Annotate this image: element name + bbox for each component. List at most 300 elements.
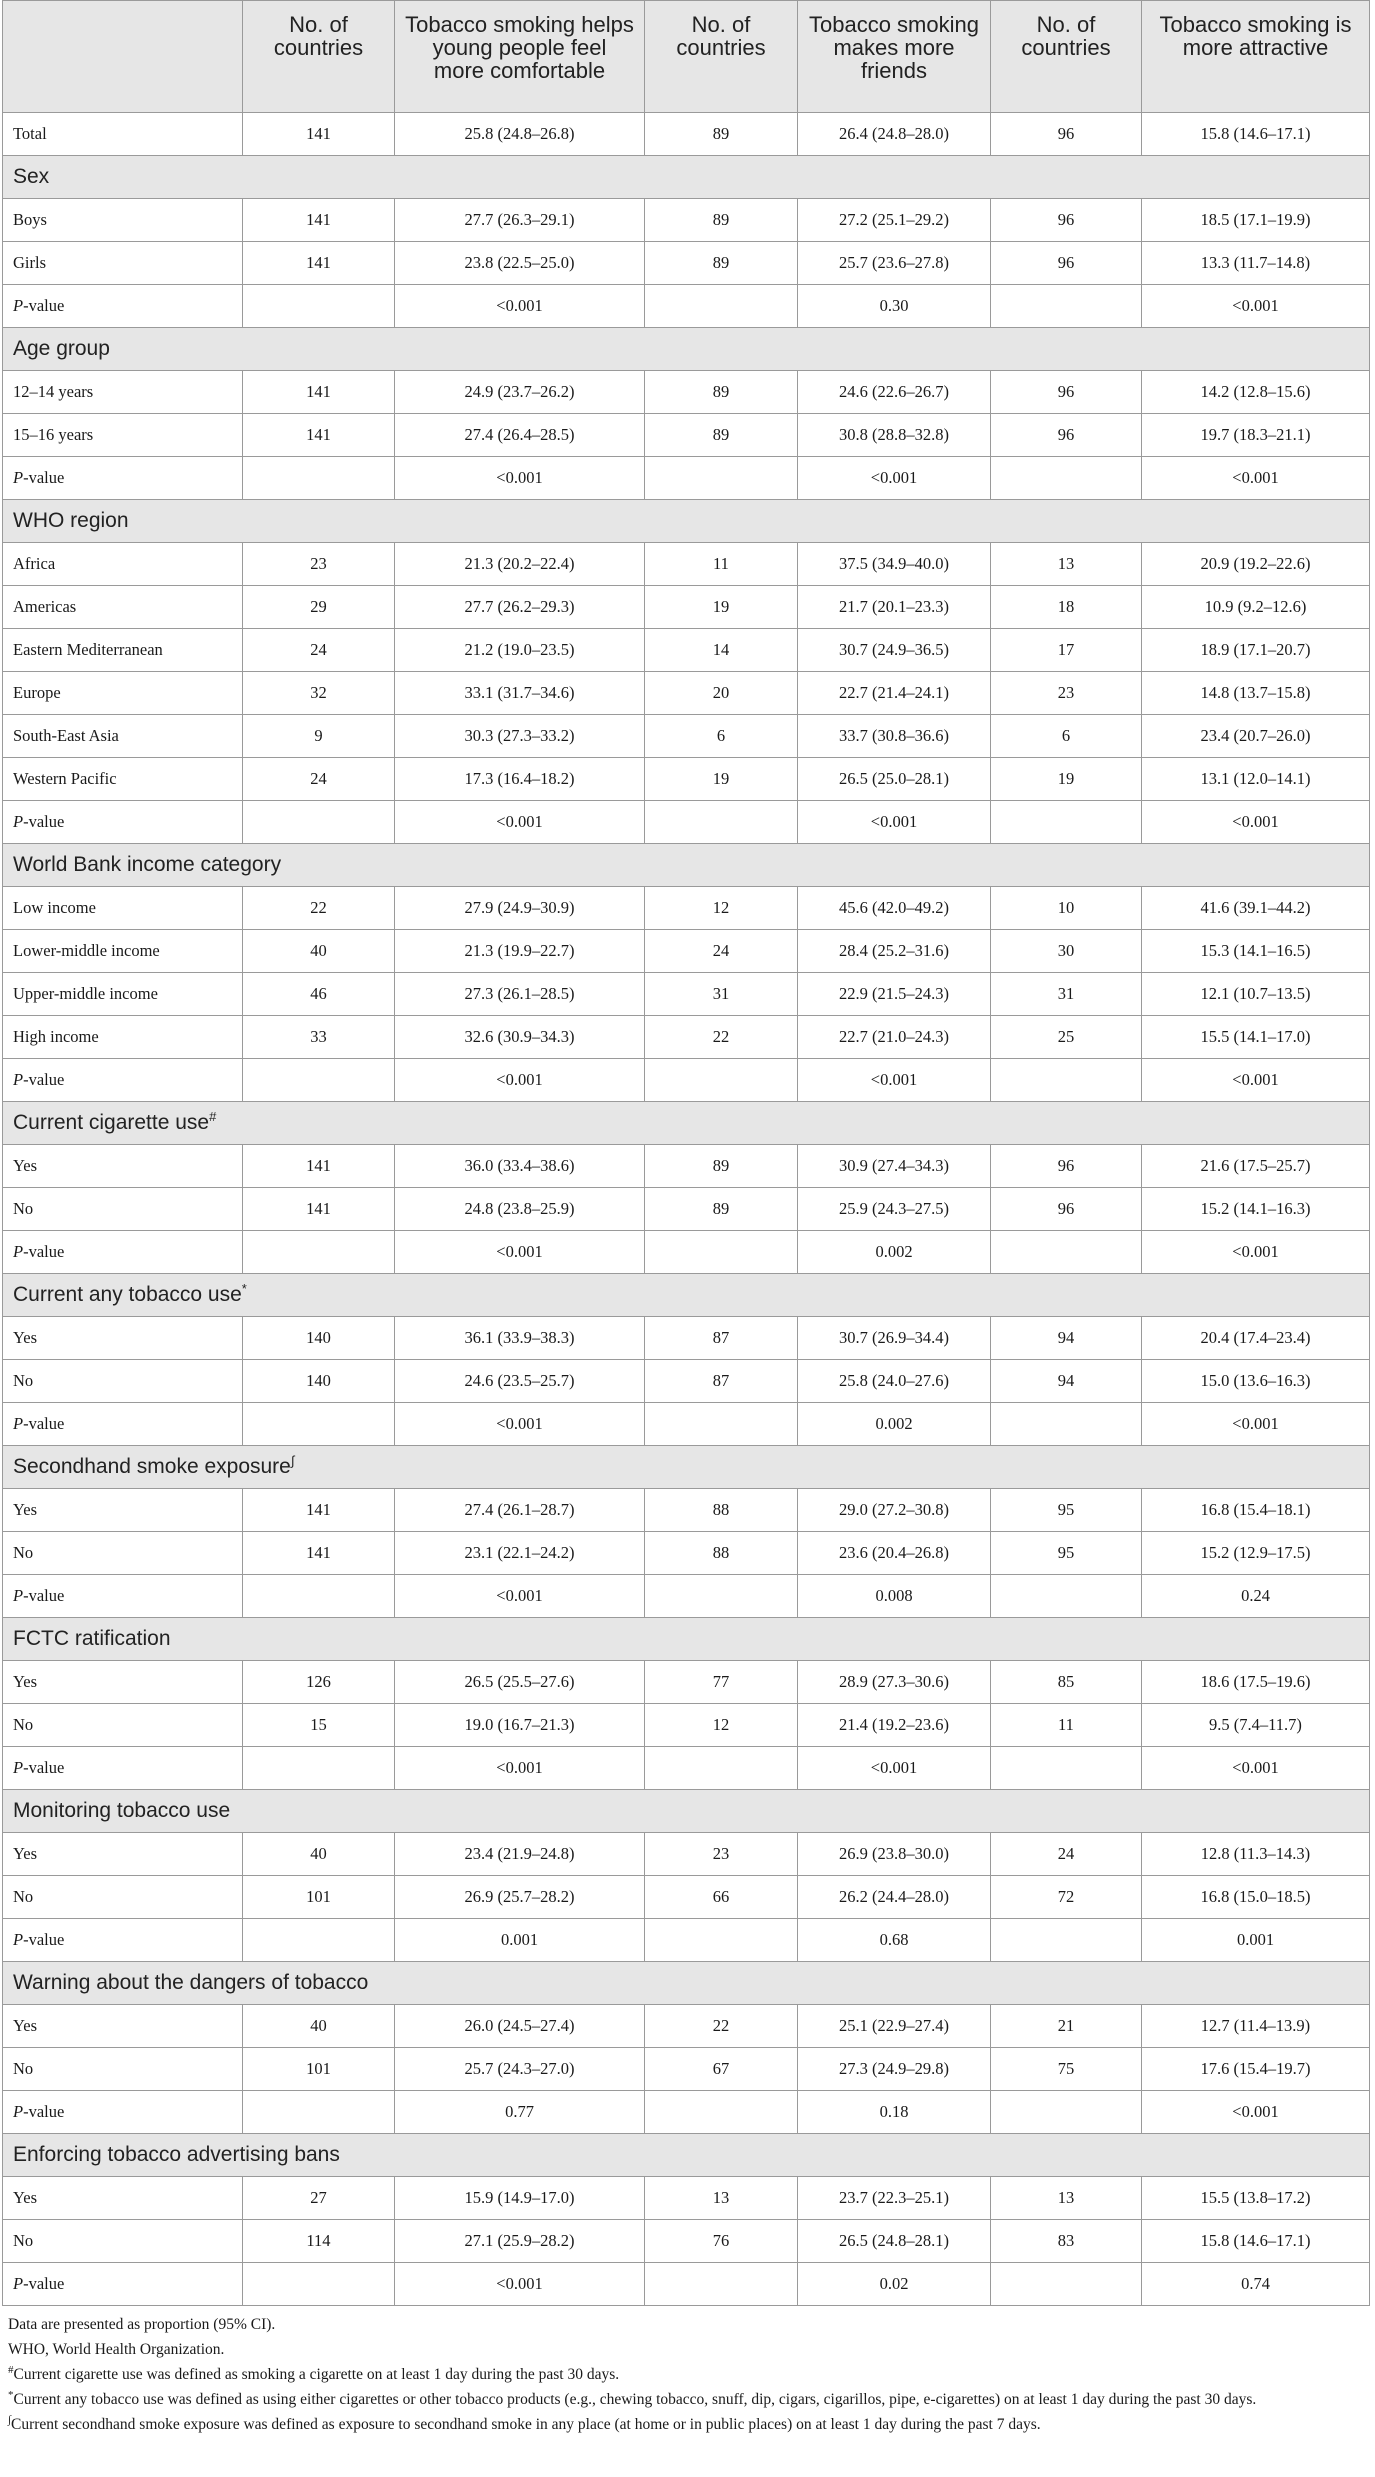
pvalue-cell: <0.001 — [395, 2263, 645, 2306]
pvalue-row — [3, 1575, 1370, 1618]
table-row — [3, 715, 1370, 758]
cell: 19.7 (18.3–21.1) — [1142, 414, 1370, 457]
row-label: No — [3, 2048, 243, 2091]
pvalue-label-rest: -value — [23, 812, 65, 831]
empty-cell — [991, 2263, 1142, 2306]
pvalue-row — [3, 1231, 1370, 1274]
cell: 37.5 (34.9–40.0) — [798, 543, 991, 586]
row-label: No — [3, 1360, 243, 1403]
footnote-text: Current any tobacco use was defined as using either cigarettes or other tobacco products (e.g., chewing tobacco, snuff, dip, cigars, cigarillos, pipe, e-cigarettes) on at least 1 day during the past 30 days. — [13, 2391, 1257, 2408]
header-blank — [3, 1, 243, 113]
table-row — [3, 2048, 1370, 2091]
table-row — [3, 1188, 1370, 1231]
pvalue-cell: 0.002 — [798, 1231, 991, 1274]
pvalue-label — [3, 2091, 243, 2134]
footnote-symbol: ∫ — [8, 2413, 12, 2426]
table-row — [3, 1833, 1370, 1876]
pvalue-cell: <0.001 — [1142, 1059, 1370, 1102]
pvalue-label-rest: -value — [23, 2274, 65, 2293]
header-countries-2: No. of countries — [645, 1, 798, 113]
empty-cell — [645, 1747, 798, 1790]
pvalue-cell: 0.008 — [798, 1575, 991, 1618]
pvalue-cell: 0.001 — [395, 1919, 645, 1962]
pvalue-label-p: P — [13, 468, 24, 487]
pvalue-label — [3, 801, 243, 844]
cell: 77 — [645, 1661, 798, 1704]
row-label: No — [3, 1188, 243, 1231]
row-label: Total — [3, 113, 243, 156]
group-title — [3, 156, 1370, 199]
table-row — [3, 371, 1370, 414]
pvalue-label-p: P — [13, 1758, 24, 1777]
group-header-row — [3, 500, 1370, 543]
group-header-row — [3, 156, 1370, 199]
cell: 33.1 (31.7–34.6) — [395, 672, 645, 715]
cell: 22 — [645, 2005, 798, 2048]
pvalue-cell: <0.001 — [1142, 1747, 1370, 1790]
empty-cell — [645, 285, 798, 328]
pvalue-cell: <0.001 — [1142, 285, 1370, 328]
cell: 32.6 (30.9–34.3) — [395, 1016, 645, 1059]
cell: 10 — [991, 887, 1142, 930]
table-footnotes — [8, 2314, 1375, 2435]
cell: 15.0 (13.6–16.3) — [1142, 1360, 1370, 1403]
cell: 13.1 (12.0–14.1) — [1142, 758, 1370, 801]
cell: 22 — [243, 887, 395, 930]
empty-cell — [991, 1059, 1142, 1102]
cell: 89 — [645, 1145, 798, 1188]
group-title — [3, 1102, 1370, 1145]
row-label: 12–14 years — [3, 371, 243, 414]
pvalue-cell: <0.001 — [1142, 1403, 1370, 1446]
cell: 126 — [243, 1661, 395, 1704]
empty-cell — [991, 2091, 1142, 2134]
table-row — [3, 758, 1370, 801]
cell: 23.1 (22.1–24.2) — [395, 1532, 645, 1575]
cell: 141 — [243, 1145, 395, 1188]
pvalue-cell: <0.001 — [1142, 457, 1370, 500]
footnote — [8, 2314, 1375, 2335]
pvalue-label-p: P — [13, 1586, 24, 1605]
cell: 24 — [991, 1833, 1142, 1876]
cell: 24.6 (22.6–26.7) — [798, 371, 991, 414]
footnote — [8, 2339, 1375, 2360]
table-row — [3, 629, 1370, 672]
empty-cell — [645, 1231, 798, 1274]
group-title — [3, 844, 1370, 887]
cell: 88 — [645, 1532, 798, 1575]
cell: 27.4 (26.4–28.5) — [395, 414, 645, 457]
table-row — [3, 1360, 1370, 1403]
cell: 27.4 (26.1–28.7) — [395, 1489, 645, 1532]
row-label: Girls — [3, 242, 243, 285]
row-label: Upper-middle income — [3, 973, 243, 1016]
pvalue-cell: 0.18 — [798, 2091, 991, 2134]
group-title — [3, 1274, 1370, 1317]
cell: 33.7 (30.8–36.6) — [798, 715, 991, 758]
group-title-text: FCTC ratification — [13, 1627, 171, 1650]
cell: 6 — [991, 715, 1142, 758]
empty-cell — [645, 1919, 798, 1962]
cell: 11 — [645, 543, 798, 586]
cell: 15.3 (14.1–16.5) — [1142, 930, 1370, 973]
cell: 18.5 (17.1–19.9) — [1142, 199, 1370, 242]
cell: 13 — [645, 2177, 798, 2220]
table-row — [3, 1317, 1370, 1360]
cell: 30.9 (27.4–34.3) — [798, 1145, 991, 1188]
pvalue-label — [3, 457, 243, 500]
row-label: Eastern Mediterranean — [3, 629, 243, 672]
pvalue-cell: <0.001 — [798, 1747, 991, 1790]
footnote-symbol: * — [8, 2388, 14, 2401]
pvalue-label-rest: -value — [23, 296, 65, 315]
cell: 26.9 (25.7–28.2) — [395, 1876, 645, 1919]
cell: 26.0 (24.5–27.4) — [395, 2005, 645, 2048]
row-label: Yes — [3, 1833, 243, 1876]
pvalue-cell: 0.002 — [798, 1403, 991, 1446]
cell: 12.8 (11.3–14.3) — [1142, 1833, 1370, 1876]
cell: 94 — [991, 1360, 1142, 1403]
cell: 20.9 (19.2–22.6) — [1142, 543, 1370, 586]
empty-cell — [243, 1059, 395, 1102]
pvalue-row — [3, 457, 1370, 500]
cell: 26.4 (24.8–28.0) — [798, 113, 991, 156]
cell: 29.0 (27.2–30.8) — [798, 1489, 991, 1532]
cell: 141 — [243, 414, 395, 457]
pvalue-cell: <0.001 — [395, 1059, 645, 1102]
cell: 27.7 (26.2–29.3) — [395, 586, 645, 629]
cell: 27.9 (24.9–30.9) — [395, 887, 645, 930]
cell: 11 — [991, 1704, 1142, 1747]
row-label: Yes — [3, 1661, 243, 1704]
empty-cell — [243, 285, 395, 328]
cell: 23.7 (22.3–25.1) — [798, 2177, 991, 2220]
cell: 31 — [991, 973, 1142, 1016]
cell: 88 — [645, 1489, 798, 1532]
group-title-text: WHO region — [13, 509, 129, 532]
row-label: Western Pacific — [3, 758, 243, 801]
table-row — [3, 543, 1370, 586]
cell: 24 — [243, 629, 395, 672]
pvalue-row — [3, 2091, 1370, 2134]
table-row — [3, 199, 1370, 242]
cell: 22.7 (21.4–24.1) — [798, 672, 991, 715]
cell: 10.9 (9.2–12.6) — [1142, 586, 1370, 629]
cell: 27.2 (25.1–29.2) — [798, 199, 991, 242]
cell: 18 — [991, 586, 1142, 629]
row-label: High income — [3, 1016, 243, 1059]
empty-cell — [243, 1919, 395, 1962]
cell: 15.2 (12.9–17.5) — [1142, 1532, 1370, 1575]
cell: 19 — [645, 586, 798, 629]
cell: 67 — [645, 2048, 798, 2091]
empty-cell — [991, 1231, 1142, 1274]
cell: 12 — [645, 887, 798, 930]
empty-cell — [243, 1231, 395, 1274]
group-title-text: Current cigarette use — [13, 1111, 210, 1134]
pvalue-row — [3, 2263, 1370, 2306]
cell: 96 — [991, 1145, 1142, 1188]
cell: 46 — [243, 973, 395, 1016]
cell: 36.1 (33.9–38.3) — [395, 1317, 645, 1360]
empty-cell — [645, 1403, 798, 1446]
group-header-row — [3, 844, 1370, 887]
cell: 141 — [243, 113, 395, 156]
pvalue-label-rest: -value — [23, 1758, 65, 1777]
table-row — [3, 414, 1370, 457]
empty-cell — [991, 1747, 1142, 1790]
empty-cell — [243, 2263, 395, 2306]
pvalue-label-p: P — [13, 2274, 24, 2293]
group-title-text: Warning about the dangers of tobacco — [13, 1971, 369, 1994]
pvalue-label — [3, 1231, 243, 1274]
pvalue-cell: 0.68 — [798, 1919, 991, 1962]
cell: 87 — [645, 1360, 798, 1403]
cell: 19.0 (16.7–21.3) — [395, 1704, 645, 1747]
cell: 25 — [991, 1016, 1142, 1059]
cell: 96 — [991, 242, 1142, 285]
empty-cell — [645, 2263, 798, 2306]
row-label: Boys — [3, 199, 243, 242]
group-title-text: World Bank income category — [13, 853, 282, 876]
row-label: No — [3, 1876, 243, 1919]
pvalue-cell: 0.30 — [798, 285, 991, 328]
cell: 83 — [991, 2220, 1142, 2263]
pvalue-label-rest: -value — [23, 1242, 65, 1261]
group-header-row — [3, 328, 1370, 371]
group-header-row — [3, 2134, 1370, 2177]
cell: 22.7 (21.0–24.3) — [798, 1016, 991, 1059]
cell: 32 — [243, 672, 395, 715]
cell: 76 — [645, 2220, 798, 2263]
cell: 25.8 (24.8–26.8) — [395, 113, 645, 156]
cell: 30.3 (27.3–33.2) — [395, 715, 645, 758]
cell: 29 — [243, 586, 395, 629]
table-body — [3, 113, 1370, 2306]
table-row — [3, 2220, 1370, 2263]
group-header-row — [3, 1962, 1370, 2005]
group-title — [3, 1446, 1370, 1489]
pvalue-label — [3, 1403, 243, 1446]
cell: 96 — [991, 414, 1142, 457]
cell: 20 — [645, 672, 798, 715]
table-row — [3, 2005, 1370, 2048]
empty-cell — [645, 1059, 798, 1102]
empty-cell — [645, 457, 798, 500]
cell: 30.7 (26.9–34.4) — [798, 1317, 991, 1360]
cell: 23 — [243, 543, 395, 586]
pvalue-label — [3, 1575, 243, 1618]
pvalue-label-rest: -value — [23, 468, 65, 487]
pvalue-row — [3, 285, 1370, 328]
cell: 89 — [645, 1188, 798, 1231]
pvalue-label — [3, 1059, 243, 1102]
table-row — [3, 672, 1370, 715]
empty-cell — [243, 801, 395, 844]
table-row — [3, 2177, 1370, 2220]
header-friends: Tobacco smoking makes more friends — [798, 1, 991, 113]
empty-cell — [991, 801, 1142, 844]
cell: 75 — [991, 2048, 1142, 2091]
cell: 85 — [991, 1661, 1142, 1704]
pvalue-cell: <0.001 — [395, 1575, 645, 1618]
cell: 96 — [991, 199, 1142, 242]
empty-cell — [243, 2091, 395, 2134]
group-title-text: Monitoring tobacco use — [13, 1799, 231, 1822]
cell: 28.9 (27.3–30.6) — [798, 1661, 991, 1704]
cell: 30.7 (24.9–36.5) — [798, 629, 991, 672]
footnote-text: WHO, World Health Organization. — [8, 2341, 225, 2358]
cell: 40 — [243, 930, 395, 973]
cell: 27.7 (26.3–29.1) — [395, 199, 645, 242]
cell: 45.6 (42.0–49.2) — [798, 887, 991, 930]
empty-cell — [645, 801, 798, 844]
pvalue-label — [3, 2263, 243, 2306]
cell: 140 — [243, 1360, 395, 1403]
footnote — [8, 2414, 1375, 2435]
empty-cell — [243, 1403, 395, 1446]
cell: 41.6 (39.1–44.2) — [1142, 887, 1370, 930]
cell: 30 — [991, 930, 1142, 973]
pvalue-cell: <0.001 — [395, 1747, 645, 1790]
cell: 114 — [243, 2220, 395, 2263]
pvalue-cell: <0.001 — [395, 1231, 645, 1274]
cell: 12 — [645, 1704, 798, 1747]
pvalue-cell: <0.001 — [395, 1403, 645, 1446]
cell: 14.2 (12.8–15.6) — [1142, 371, 1370, 414]
pvalue-cell: <0.001 — [395, 457, 645, 500]
cell: 15.5 (14.1–17.0) — [1142, 1016, 1370, 1059]
group-title-text: Secondhand smoke exposure — [13, 1455, 291, 1478]
cell: 23 — [991, 672, 1142, 715]
table-row — [3, 586, 1370, 629]
cell: 21.6 (17.5–25.7) — [1142, 1145, 1370, 1188]
cell: 89 — [645, 414, 798, 457]
pvalue-label-p: P — [13, 812, 24, 831]
cell: 141 — [243, 1532, 395, 1575]
footnote-symbol: # — [8, 2363, 14, 2376]
pvalue-cell: 0.001 — [1142, 1919, 1370, 1962]
pvalue-label-p: P — [13, 1242, 24, 1261]
footnote-text: Current secondhand smoke exposure was defined as exposure to secondhand smoke in any place (at home or in public places) on at least 1 day during the past 7 days. — [11, 2416, 1041, 2433]
cell: 21.7 (20.1–23.3) — [798, 586, 991, 629]
cell: 89 — [645, 242, 798, 285]
pvalue-cell: 0.74 — [1142, 2263, 1370, 2306]
pvalue-row — [3, 801, 1370, 844]
row-label: Lower-middle income — [3, 930, 243, 973]
cell: 27.3 (26.1–28.5) — [395, 973, 645, 1016]
cell: 141 — [243, 1188, 395, 1231]
pvalue-label-p: P — [13, 296, 24, 315]
cell: 141 — [243, 199, 395, 242]
group-title — [3, 1962, 1370, 2005]
cell: 21.3 (20.2–22.4) — [395, 543, 645, 586]
table-row — [3, 930, 1370, 973]
cell: 26.5 (24.8–28.1) — [798, 2220, 991, 2263]
header-countries-1: No. of countries — [243, 1, 395, 113]
cell: 16.8 (15.0–18.5) — [1142, 1876, 1370, 1919]
table-row — [3, 1704, 1370, 1747]
cell: 23 — [645, 1833, 798, 1876]
footnote-marker: ∫ — [290, 1453, 295, 1468]
row-label: Yes — [3, 1145, 243, 1188]
cell: 21.4 (19.2–23.6) — [798, 1704, 991, 1747]
header-comfortable: Tobacco smoking helps young people feel more comfortable — [395, 1, 645, 113]
cell: 13.3 (11.7–14.8) — [1142, 242, 1370, 285]
empty-cell — [991, 457, 1142, 500]
pvalue-label-p: P — [13, 1414, 24, 1433]
cell: 22 — [645, 1016, 798, 1059]
pvalue-row — [3, 1747, 1370, 1790]
cell: 66 — [645, 1876, 798, 1919]
pvalue-cell: 0.77 — [395, 2091, 645, 2134]
cell: 95 — [991, 1489, 1142, 1532]
table-row — [3, 973, 1370, 1016]
header-row — [3, 1, 1370, 113]
group-title — [3, 2134, 1370, 2177]
row-label: 15–16 years — [3, 414, 243, 457]
footnote — [8, 2389, 1375, 2410]
cell: 36.0 (33.4–38.6) — [395, 1145, 645, 1188]
empty-cell — [991, 1919, 1142, 1962]
cell: 140 — [243, 1317, 395, 1360]
cell: 40 — [243, 1833, 395, 1876]
empty-cell — [991, 1575, 1142, 1618]
group-header-row — [3, 1618, 1370, 1661]
table-row — [3, 1876, 1370, 1919]
results-table — [2, 0, 1370, 2306]
group-header-row — [3, 1274, 1370, 1317]
cell: 12.1 (10.7–13.5) — [1142, 973, 1370, 1016]
cell: 23.6 (20.4–26.8) — [798, 1532, 991, 1575]
header-countries-3: No. of countries — [991, 1, 1142, 113]
cell: 14 — [645, 629, 798, 672]
empty-cell — [243, 1747, 395, 1790]
cell: 24 — [645, 930, 798, 973]
cell: 16.8 (15.4–18.1) — [1142, 1489, 1370, 1532]
row-label: No — [3, 2220, 243, 2263]
cell: 89 — [645, 371, 798, 414]
empty-cell — [243, 457, 395, 500]
pvalue-label-p: P — [13, 1930, 24, 1949]
pvalue-label-p: P — [13, 1070, 24, 1089]
cell: 89 — [645, 113, 798, 156]
row-label: Americas — [3, 586, 243, 629]
cell: 26.2 (24.4–28.0) — [798, 1876, 991, 1919]
table-row — [3, 1532, 1370, 1575]
cell: 18.6 (17.5–19.6) — [1142, 1661, 1370, 1704]
cell: 21.2 (19.0–23.5) — [395, 629, 645, 672]
row-label: Yes — [3, 1317, 243, 1360]
empty-cell — [991, 1403, 1142, 1446]
pvalue-cell: <0.001 — [798, 457, 991, 500]
group-title-text: Sex — [13, 165, 50, 188]
cell: 40 — [243, 2005, 395, 2048]
footnote — [8, 2364, 1375, 2385]
empty-cell — [243, 1575, 395, 1618]
pvalue-row — [3, 1059, 1370, 1102]
cell: 23.4 (20.7–26.0) — [1142, 715, 1370, 758]
cell: 96 — [991, 371, 1142, 414]
cell: 26.9 (23.8–30.0) — [798, 1833, 991, 1876]
cell: 15.5 (13.8–17.2) — [1142, 2177, 1370, 2220]
cell: 21 — [991, 2005, 1142, 2048]
group-header-row — [3, 1102, 1370, 1145]
pvalue-cell: <0.001 — [395, 285, 645, 328]
cell: 25.7 (24.3–27.0) — [395, 2048, 645, 2091]
group-header-row — [3, 1790, 1370, 1833]
cell: 17.6 (15.4–19.7) — [1142, 2048, 1370, 2091]
